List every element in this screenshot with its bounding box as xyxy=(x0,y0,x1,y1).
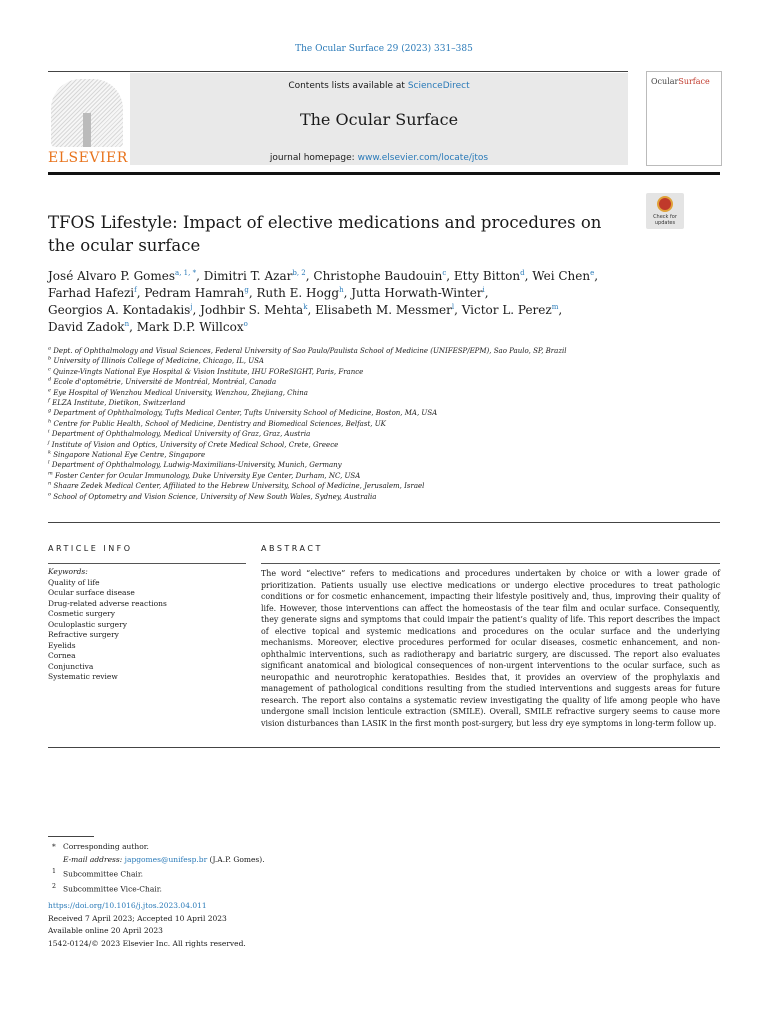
article-title: TFOS Lifestyle: Impact of elective medications and procedures on the ocular surface xyxy=(48,213,602,255)
crossmark-label: Check for updates xyxy=(653,214,677,226)
affiliation: $^n$ Shaare Zedek Medical Center, Affiliated to the Hebrew University, School of Medicine, Jerusalem, Israel xyxy=(48,480,425,491)
author[interactable]: Mark D.P. Willcox$^o$ xyxy=(136,320,248,334)
author[interactable]: Dimitri T. Azar$^{b, 2}$, xyxy=(203,269,314,283)
online-date: Available online 20 April 2023 xyxy=(48,926,163,935)
author[interactable]: David Zadok$^n$, xyxy=(48,320,137,334)
divider xyxy=(48,747,720,748)
sciencedirect-link[interactable]: ScienceDirect xyxy=(407,81,470,91)
affiliation: $^i$ Department of Ophthalmology, Medical University of Graz, Graz, Austria xyxy=(48,428,311,439)
author[interactable]: Georgios A. Kontadakis$^j$, xyxy=(48,303,201,317)
journal-header-center xyxy=(130,73,628,165)
keyword: Cornea xyxy=(48,651,76,660)
footnote-corresponding: * Corresponding author. xyxy=(52,842,149,851)
keyword: Drug-related adverse reactions xyxy=(48,598,167,608)
elsevier-logo xyxy=(48,79,126,167)
journal-header xyxy=(48,71,720,175)
article-info-heading: ARTICLE INFO xyxy=(48,544,133,553)
keywords-label: Keywords: xyxy=(48,567,88,576)
affiliation: $^k$ Singapore National Eye Centre, Singapore xyxy=(48,449,206,460)
keyword: Oculoplastic surgery xyxy=(48,619,127,629)
abstract-heading: ABSTRACT xyxy=(261,544,323,553)
keywords-block xyxy=(48,567,248,683)
footnote-2: $^2$ Subcommittee Vice-Chair. xyxy=(52,883,162,894)
keyword-list xyxy=(48,578,248,683)
author[interactable]: José Alvaro P. Gomes$^{a, 1, *}$, xyxy=(48,269,204,283)
affiliation: $^c$ Quinze-Vingts National Eye Hospital & Vision Institute, IHU FOReSIGHT, Paris, France xyxy=(48,366,364,376)
header-bottom-rule xyxy=(48,172,720,175)
elsevier-wordmark: ELSEVIER xyxy=(48,150,128,166)
affiliation: $^h$ Centre for Public Health, School of Medicine, Dentistry and Biomedical Sciences, Belfast, UK xyxy=(48,418,386,428)
check-for-updates-button[interactable] xyxy=(646,193,684,229)
cover-title: OcularSurface xyxy=(651,77,710,86)
publication-info xyxy=(48,900,448,950)
divider xyxy=(48,563,246,564)
keyword: Cosmetic surgery xyxy=(48,609,115,618)
journal-cover-thumbnail[interactable] xyxy=(646,71,722,166)
affiliation: $^b$ University of Illinois College of Medicine, Chicago, IL, USA xyxy=(48,356,264,366)
author[interactable]: Ruth E. Hogg$^h$, xyxy=(256,286,352,300)
affiliation: $^d$ Ecole d'optométrie, Université de Montréal, Montréal, Canada xyxy=(48,376,277,387)
keyword: Refractive surgery xyxy=(48,630,119,639)
abstract-text: The word “elective” refers to medications and procedures undertaken by choice or with a lower grade of prioritization. Patients usually use elective medications or undergo elective procedures to treat pathologic conditions or for cosmetic enhancement, impacting their lifestyle positively and, thus, improving their quality of life. However, those interventions can affect the homeostasis of the tear film and ocular surface. Consequently, they generate signs and symptoms that could impair the patient’s quality of life. This report describes the impact of elective topical and systemic medications and procedures on the ocular surface and the underlying mechanisms. Moreover, elective procedures performed for ocular diseases, cosmetic enhancement, and non-ophthalmic interventions, such as radiotherapy and bariatric surgery, are discussed. The report also evaluates significant anatomical and biological consequences of non-urgent interventions to the ocular surface, such as neuropathic and neurotrophic keratopathies. Besides that, it provides an overview of the prophylaxis and management of pathological conditions resulting from the studied interventions and suggests areas for future research. The report also contains a systematic review investigating the quality of life among people who have undergone small incision lenticule extraction (SMILE). Overall, SMILE refractive surgery seems to cause more vision disturbances than LASIK in the first month post-surgery, but less dry eye symptoms in long-term follow up. xyxy=(261,569,720,728)
email-link[interactable]: japgomes@unifesp.br xyxy=(124,854,208,864)
author[interactable]: Victor L. Perez$^m$, xyxy=(461,303,563,317)
affiliation: $^f$ ELZA Institute, Dietikon, Switzerland xyxy=(48,397,186,408)
crossmark-icon xyxy=(657,196,673,212)
affiliation: $^l$ Department of Ophthalmology, Ludwig-Maximilians-University, Munich, Germany xyxy=(48,460,342,470)
footnote-1: $^1$ Subcommittee Chair. xyxy=(52,868,143,879)
doi-link[interactable]: https://doi.org/10.1016/j.jtos.2023.04.011 xyxy=(48,901,207,910)
received-dates: Received 7 April 2023; Accepted 10 April 2023 xyxy=(48,913,227,923)
keyword: Conjunctiva xyxy=(48,661,94,671)
author[interactable]: Elisabeth M. Messmer$^l$, xyxy=(315,303,462,317)
affiliation: $^g$ Department of Ophthalmology, Tufts Medical Center, Tufts University School of Medicine, Boston, MA, USA xyxy=(48,408,438,418)
author[interactable]: Farhad Hafezi$^f$, xyxy=(48,286,145,300)
journal-title: The Ocular Surface xyxy=(299,110,459,129)
homepage-link[interactable]: www.elsevier.com/locate/jtos xyxy=(357,153,489,163)
elsevier-tree-icon xyxy=(51,79,123,147)
keyword: Systematic review xyxy=(48,672,118,681)
affiliation: $^o$ School of Optometry and Vision Science, University of New South Wales, Sydney, Australia xyxy=(48,491,377,501)
author-list xyxy=(48,268,668,336)
affiliation: $^m$ Foster Center for Ocular Immunology, Duke University Eye Center, Durham, NC, USA xyxy=(48,470,361,480)
copyright: 1542-0124/© 2023 Elsevier Inc. All rights reserved. xyxy=(48,938,246,948)
affiliation: $^a$ Dept. of Ophthalmology and Visual Sciences, Federal University of Sao Paulo/Paulista School of Medicine (UNIFESP/EPM), Sao Paulo, SP, Brazil xyxy=(48,345,567,355)
keyword: Quality of life xyxy=(48,577,100,587)
homepage-line: journal homepage: www.elsevier.com/locate/jtos xyxy=(269,153,489,163)
footnote-email: E-mail address: japgomes@unifesp.br (J.A.P. Gomes). xyxy=(63,854,265,864)
keyword: Eyelids xyxy=(48,640,76,650)
author[interactable]: Etty Bitton$^d$, xyxy=(453,269,533,283)
footnote-divider xyxy=(48,836,94,837)
author[interactable]: Jutta Horwath-Winter$^i$, xyxy=(351,286,489,300)
affiliation-list xyxy=(48,346,688,502)
footnotes xyxy=(52,841,452,896)
author[interactable]: Christophe Baudouin$^c$, xyxy=(313,269,454,283)
author[interactable]: Wei Chen$^e$, xyxy=(532,269,599,283)
author[interactable]: Pedram Hamrah$^g$, xyxy=(144,286,257,300)
author[interactable]: Jodhbir S. Mehta$^k$, xyxy=(200,303,316,317)
affiliation: $^j$ Institute of Vision and Optics, University of Crete Medical School, Crete, Greece xyxy=(48,439,339,449)
divider xyxy=(48,522,720,523)
affiliation: $^e$ Eye Hospital of Wenzhou Medical University, Wenzhou, Zhejiang, China xyxy=(48,387,308,397)
contents-line: Contents lists available at ScienceDirect xyxy=(288,81,470,91)
header-top-rule xyxy=(48,71,628,72)
keyword: Ocular surface disease xyxy=(48,588,135,597)
journal-citation[interactable]: The Ocular Surface 29 (2023) 331–385 xyxy=(295,44,473,54)
divider xyxy=(261,563,720,564)
